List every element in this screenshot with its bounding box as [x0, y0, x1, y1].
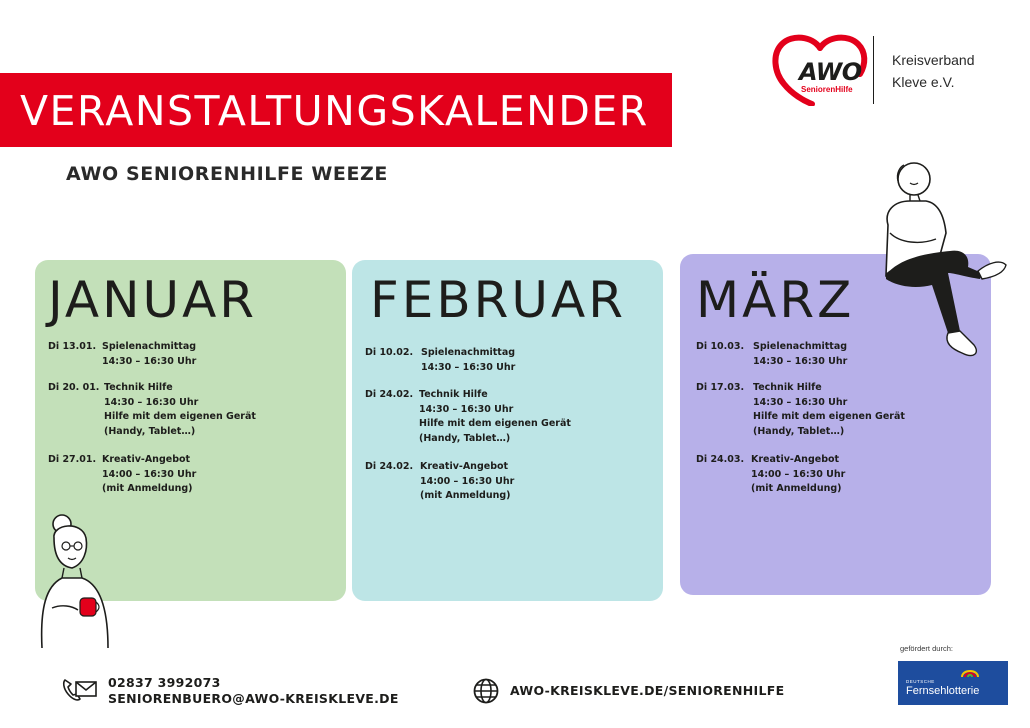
event-date: Di 17.03. [696, 382, 745, 393]
event-time: 14:30 – 16:30 Uhr [102, 355, 197, 367]
title-bar [0, 73, 672, 147]
sponsor-label: gefördert durch: [900, 644, 953, 653]
event-title: Kreativ-Angebot [102, 454, 191, 465]
sitting-man-illustration [870, 155, 1010, 365]
event-time: 14:30 – 16:30 Uhr [421, 361, 516, 373]
month-title-maerz: MÄRZ [696, 271, 855, 329]
logo-divider [873, 36, 874, 104]
sponsor-small-text: DEUTSCHE [906, 679, 935, 684]
event-date: Di 20. 01. [48, 382, 100, 393]
event-date: Di 10.03. [696, 341, 745, 352]
event-detail: (Handy, Tablet…) [753, 425, 845, 437]
logo-word: AWO [799, 58, 862, 86]
event-date: Di 24.02. [365, 389, 414, 400]
event-title: Spielenachmittag [102, 341, 197, 352]
contact-email[interactable]: SENIORENBUERO@AWO-KREISKLEVE.DE [108, 691, 399, 706]
sponsor-name: Fernsehlotterie [906, 685, 980, 697]
event-time: 14:00 – 16:30 Uhr [102, 468, 197, 480]
event-detail: Hilfe mit dem eigenen Gerät [104, 411, 256, 422]
phone-mail-icon [62, 676, 98, 702]
event-date: Di 27.01. [48, 454, 97, 465]
globe-icon [473, 678, 499, 704]
event-date: Di 13.01. [48, 341, 97, 352]
website-link[interactable]: AWO-KREISKLEVE.DE/SENIORENHILFE [510, 683, 785, 698]
event-time: 14:30 – 16:30 Uhr [753, 396, 848, 408]
event-detail: (mit Anmeldung) [751, 483, 842, 494]
rainbow-icon [960, 665, 980, 679]
event-detail: Hilfe mit dem eigenen Gerät [419, 418, 571, 429]
page-subtitle: AWO SENIORENHILFE WEEZE [66, 163, 388, 185]
event-title: Kreativ-Angebot [420, 461, 509, 472]
event-detail: Hilfe mit dem eigenen Gerät [753, 411, 905, 422]
org-name: Kreisverband [892, 52, 975, 68]
awo-logo [770, 34, 870, 106]
sponsor-logo [898, 661, 1008, 705]
event-date: Di 24.02. [365, 461, 414, 472]
event-time: 14:00 – 16:30 Uhr [420, 475, 515, 487]
month-title-februar: FEBRUAR [370, 271, 626, 329]
event-title: Technik Hilfe [104, 382, 173, 393]
event-time: 14:30 – 16:30 Uhr [753, 355, 848, 367]
event-time: 14:00 – 16:30 Uhr [751, 468, 846, 480]
contact-phone[interactable]: 02837 3992073 [108, 675, 221, 690]
event-date: Di 24.03. [696, 454, 745, 465]
event-detail: (Handy, Tablet…) [419, 432, 511, 444]
event-date: Di 10.02. [365, 347, 414, 358]
event-title: Technik Hilfe [419, 389, 488, 400]
org-location: Kleve e.V. [892, 74, 955, 90]
event-title: Spielenachmittag [753, 341, 848, 352]
event-title: Technik Hilfe [753, 382, 822, 393]
event-detail: (Handy, Tablet…) [104, 425, 196, 437]
event-detail: (mit Anmeldung) [102, 483, 193, 494]
event-time: 14:30 – 16:30 Uhr [419, 403, 514, 415]
event-title: Spielenachmittag [421, 347, 516, 358]
woman-with-cup-illustration [22, 508, 122, 648]
month-title-januar: JANUAR [48, 271, 258, 329]
event-title: Kreativ-Angebot [751, 454, 840, 465]
event-detail: (mit Anmeldung) [420, 490, 511, 501]
event-time: 14:30 – 16:30 Uhr [104, 396, 199, 408]
page-title: VERANSTALTUNGSKALENDER [20, 87, 649, 135]
logo-sub: SeniorenHilfe [801, 85, 853, 94]
